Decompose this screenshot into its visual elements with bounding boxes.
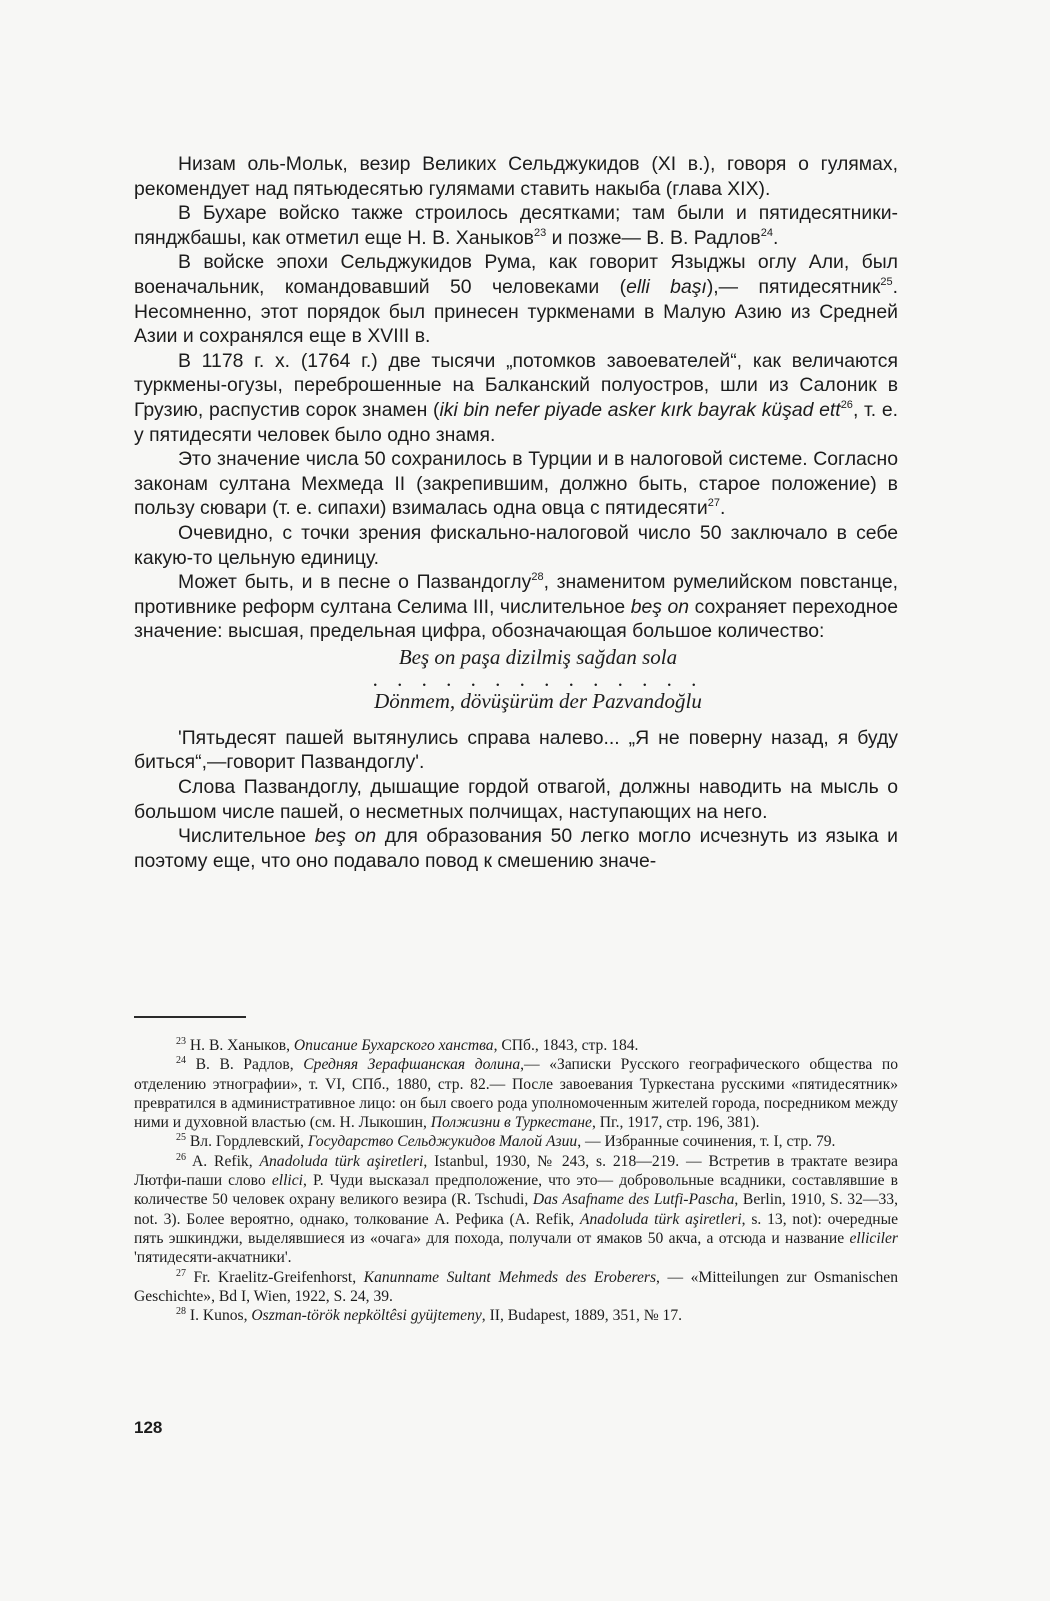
- text-run: В войске эпохи Сельджукидов Рума, как говорит Языджы оглу Али, был военачальник, командовавший 50 человеками (: [134, 251, 898, 298]
- text-run: ),— пятидесятник: [706, 275, 881, 298]
- text-run: Очевидно, с точки зрения фискально-налоговой число 50 заключало в себе какую-то цельную единицу.: [134, 521, 898, 569]
- text-run: , s. 13, not): очередные пять эшкинджи, выделявшиеся из «очага» для похода, получали от ямаков 50 акча, а отсюда и название: [134, 1210, 898, 1247]
- paragraph: [134, 201, 898, 250]
- footnote-ref: 26: [840, 398, 853, 411]
- text-run: A. Refik,: [186, 1152, 260, 1170]
- italic-text: Anadoluda türk aşiretleri: [259, 1152, 424, 1170]
- text-run: , Istanbul, 1930, № 243, s. 218—219. — Встретив в трактате везира Лютфи-паши слово: [134, 1152, 898, 1190]
- italic-text: Oszman-török nepköltêsi gyüjtemeny: [251, 1307, 482, 1325]
- text-run: , — Избранные сочинения, т. I, стр. 79.: [577, 1133, 836, 1151]
- footnote-ref: 23: [176, 1036, 186, 1047]
- verse-line-1: Beş on paşa dizilmiş sağdan sola: [398, 644, 678, 669]
- footnote-ref: 24: [760, 226, 773, 239]
- text-run: I. Kunos,: [186, 1307, 252, 1325]
- footnote: [134, 1306, 898, 1325]
- footnote-ref: 28: [531, 571, 544, 584]
- text-run: , Р. Чуди высказал предположение, что это— добровольные всадники, составлявшие в количестве 50 человек охрану великого везира (R. Tschudi,: [134, 1172, 898, 1209]
- paragraph: [134, 349, 898, 447]
- text-run: . Несомненно, этот порядок был принесен туркменами в Малую Азию из Средней Азии и сохранялся еще в XVIII в.: [134, 275, 898, 348]
- footnote-ref: 25: [176, 1132, 186, 1144]
- italic-text: Полжизни в Туркестане: [430, 1114, 592, 1132]
- paragraph: [134, 570, 898, 644]
- italic-text: iki bin nefer piyade asker kırk bayrak küşad ett: [439, 398, 841, 421]
- paragraphs-before-verse: [134, 152, 898, 644]
- paragraph: [134, 447, 898, 521]
- footnote: [134, 1268, 898, 1307]
- footnote-ref: 27: [707, 497, 721, 510]
- text-run: , СПб., 1843, стр. 184.: [493, 1037, 639, 1054]
- italic-text: Государство Сельджукидов Малой Азии: [307, 1133, 578, 1151]
- text-run: , Пг., 1917, стр. 196, 381).: [591, 1114, 760, 1132]
- italic-text: beş on: [630, 595, 690, 618]
- footnote: [134, 1036, 898, 1055]
- text-run: , II, Budapest, 1889, 351, № 17.: [481, 1307, 683, 1325]
- text-run: Низам оль-Мольк, везир Великих Сельджукидов (XI в.), говоря о гулямах, рекомендует над пятьюдесятью гулямами ставить накыба (глава XIX).: [134, 153, 898, 200]
- text-run: ,— «Записки Русского географического общества по отделению этнографии», т. VI, СПб., 1880, стр. 82.— После завоевания Туркестана русскими «пятидесятник» превратился в административное лицо: он был своего рода уполномоченным жителей города, посредником между ними и духовной властью (см. Н. Лыкошин,: [134, 1056, 898, 1132]
- verse-line-2: Dönmem, dövüşürüm der Pazvandoğlu: [374, 688, 702, 713]
- text-run: Вл. Гордлевский,: [186, 1133, 308, 1151]
- paragraph: [134, 521, 898, 570]
- text-run: , т. е. у пятидесяти человек было одно знамя.: [134, 398, 898, 446]
- text-run: сохраняет переходное значение: высшая, предельная цифра, обозначающая большое количество:: [134, 595, 898, 643]
- text-run: Это значение числа 50 сохранилось в Турции и в налоговой системе. Согласно законам султана Мехмеда II (закрепившим, должно быть, старое положение) в пользу сювари (т. е. сипахи) взималась одна овца с пятидесяти: [134, 448, 898, 520]
- italic-text: Kanunname Sultant Mehmeds des Eroberers: [363, 1268, 657, 1286]
- text-run: Числительное: [178, 825, 315, 848]
- footnote-ref: 27: [176, 1267, 186, 1279]
- footnote-ref: 23: [533, 226, 547, 239]
- text-run: В 1178 г. х. (1764 г.) две тысячи „потомков завоевателей“, как величаются туркмены-огузы, переброшенные на Балканский полуостров, шли из Салоник в Грузию, распустив сорок знамен (: [134, 349, 898, 421]
- footnote: [134, 1152, 898, 1268]
- verse-quote: [134, 644, 898, 714]
- footnote-ref: 25: [880, 275, 893, 288]
- italic-text: Anadoluda türk aşiretleri: [579, 1210, 742, 1228]
- main-text: [134, 152, 898, 873]
- footnote-ref: 26: [176, 1151, 186, 1163]
- italic-text: Das Asafname des Lutfi-Pascha: [532, 1191, 735, 1209]
- text-run: Fr. Kraelitz-Greifenhorst,: [186, 1268, 364, 1286]
- text-run: .: [720, 497, 726, 520]
- italic-text: elli başı: [626, 275, 707, 298]
- italic-text: Средняя Зерафшанская долина: [303, 1056, 521, 1074]
- italic-text: beş on: [314, 825, 377, 848]
- text-run: Н. В. Ханыков,: [186, 1037, 294, 1054]
- text-run: и позже— В. В. Радлов: [546, 226, 761, 249]
- text-run: В Бухаре войско также строилось десятками; там были и пятидесятники-пянджбашы, как отметил еще Н. В. Ханыков: [134, 202, 898, 249]
- italic-text: elliciler: [849, 1229, 898, 1247]
- text-run: , знаменитом румелийском повстанце, противнике реформ султана Селима III, числительное: [134, 571, 898, 618]
- paragraph: [134, 726, 898, 775]
- verse-ellipsis: . . . . . . . . . . . . . .: [372, 666, 704, 691]
- text-run: .: [772, 226, 779, 249]
- text-run: 'пятидесяти-акчатники'.: [134, 1249, 292, 1267]
- text-run: В. В. Радлов,: [186, 1056, 304, 1074]
- footnote-separator: [134, 1016, 246, 1018]
- footnote: [134, 1132, 898, 1151]
- text-run: 'Пятьдесят пашей вытянулись справа налево... „Я не поверну назад, я буду биться“,—говорит Пазвандоглу'.: [134, 726, 898, 774]
- footnotes: [134, 1036, 898, 1325]
- paragraph: [134, 152, 898, 201]
- paragraph: [134, 250, 898, 348]
- paragraphs-after-verse: [134, 726, 898, 874]
- text-run: для образования 50 легко могло исчезнуть из языка и поэтому еще, что оно подавало повод к смешению значе-: [134, 825, 898, 872]
- text-run: , Berlin, 1910, S. 32—33, not. 3). Более вероятно, однако, толкование А. Рефика (A. Refik,: [134, 1191, 898, 1228]
- text-run: , — «Mitteilungen zur Osmanischen Geschichte», Bd I, Wien, 1922, S. 24, 39.: [134, 1268, 899, 1305]
- text-run: Может быть, и в песне о Пазвандоглу: [178, 571, 532, 594]
- page-number: 128: [134, 1418, 163, 1437]
- footnote-ref: 24: [176, 1055, 186, 1067]
- footnote-ref: 28: [176, 1306, 186, 1318]
- paragraph: [134, 824, 898, 873]
- text-run: Слова Пазвандоглу, дышащие гордой отвагой, должны наводить на мысль о большом числе пашей, о несметных полчищах, наступающих на него.: [134, 776, 898, 823]
- footnote: [134, 1055, 898, 1132]
- italic-text: Описание Бухарского ханства: [293, 1037, 494, 1054]
- paragraph: [134, 775, 898, 824]
- italic-text: ellici: [271, 1172, 303, 1190]
